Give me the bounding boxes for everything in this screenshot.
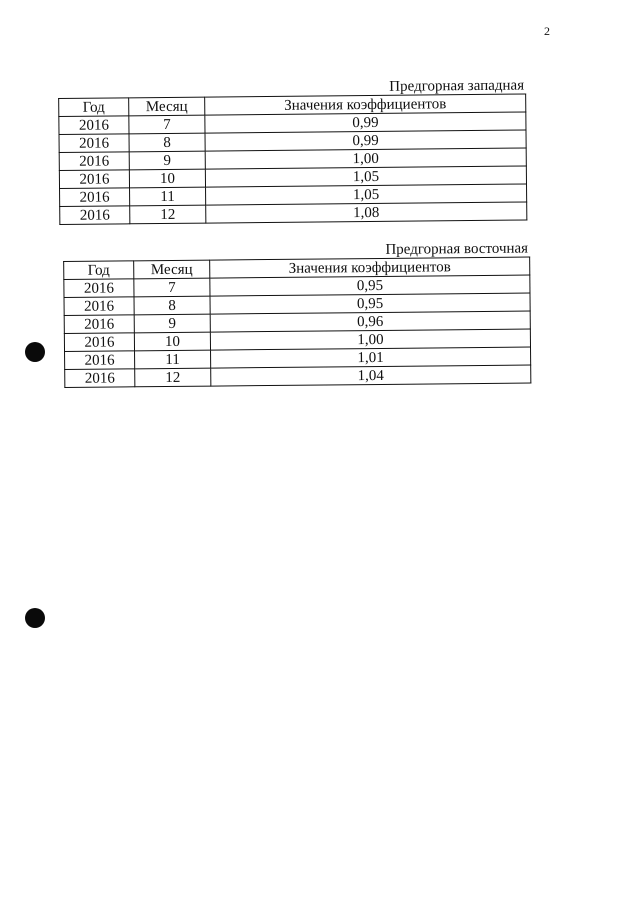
cell-month: 11 xyxy=(135,350,211,369)
cell-month: 8 xyxy=(134,296,210,315)
cell-month: 12 xyxy=(135,368,211,387)
cell-coefficient: 0,95 xyxy=(210,275,530,296)
coefficient-table-east xyxy=(63,241,531,388)
punch-hole xyxy=(25,608,45,628)
cell-month: 10 xyxy=(129,169,205,188)
header-month: Месяц xyxy=(129,97,205,116)
cell-coefficient: 1,05 xyxy=(205,166,526,187)
coefficient-table xyxy=(58,94,527,225)
table-row xyxy=(60,202,527,224)
cell-coefficient: 1,04 xyxy=(211,365,531,386)
cell-year: 2016 xyxy=(64,279,134,298)
table-row xyxy=(65,365,531,387)
cell-year: 2016 xyxy=(59,152,129,171)
header-coefficient: Значения коэффициентов xyxy=(210,257,530,278)
cell-coefficient: 0,99 xyxy=(205,130,526,151)
page-number: 2 xyxy=(544,24,550,38)
cell-year: 2016 xyxy=(60,206,130,225)
punch-hole xyxy=(25,342,45,362)
cell-coefficient: 1,01 xyxy=(211,347,531,368)
cell-year: 2016 xyxy=(60,188,130,207)
cell-coefficient: 1,00 xyxy=(210,329,530,350)
cell-coefficient: 0,96 xyxy=(210,311,530,332)
cell-month: 10 xyxy=(134,332,210,351)
cell-month: 7 xyxy=(134,278,210,297)
cell-year: 2016 xyxy=(59,116,129,135)
header-month: Месяц xyxy=(134,260,210,279)
cell-year: 2016 xyxy=(65,369,135,388)
cell-month: 9 xyxy=(129,151,205,170)
cell-coefficient: 1,05 xyxy=(206,184,527,205)
header-coefficient: Значения коэффициентов xyxy=(205,94,526,115)
table-caption: Предгорная западная xyxy=(389,77,525,95)
cell-year: 2016 xyxy=(64,315,134,334)
header-year: Год xyxy=(59,98,129,117)
cell-month: 7 xyxy=(129,115,205,134)
header-year: Год xyxy=(64,261,134,280)
cell-month: 11 xyxy=(130,187,206,206)
cell-coefficient: 1,08 xyxy=(206,202,527,223)
cell-month: 9 xyxy=(134,314,210,333)
cell-coefficient: 0,95 xyxy=(210,293,530,314)
cell-month: 12 xyxy=(130,205,206,224)
cell-year: 2016 xyxy=(65,351,135,370)
cell-month: 8 xyxy=(129,133,205,152)
cell-coefficient: 0,99 xyxy=(205,112,526,133)
coefficient-table-west xyxy=(58,78,527,225)
cell-year: 2016 xyxy=(59,134,129,153)
cell-year: 2016 xyxy=(64,297,134,316)
cell-year: 2016 xyxy=(59,170,129,189)
cell-coefficient: 1,00 xyxy=(205,148,526,169)
cell-year: 2016 xyxy=(64,333,134,352)
table-caption: Предгорная восточная xyxy=(385,240,529,258)
coefficient-table xyxy=(63,257,531,388)
